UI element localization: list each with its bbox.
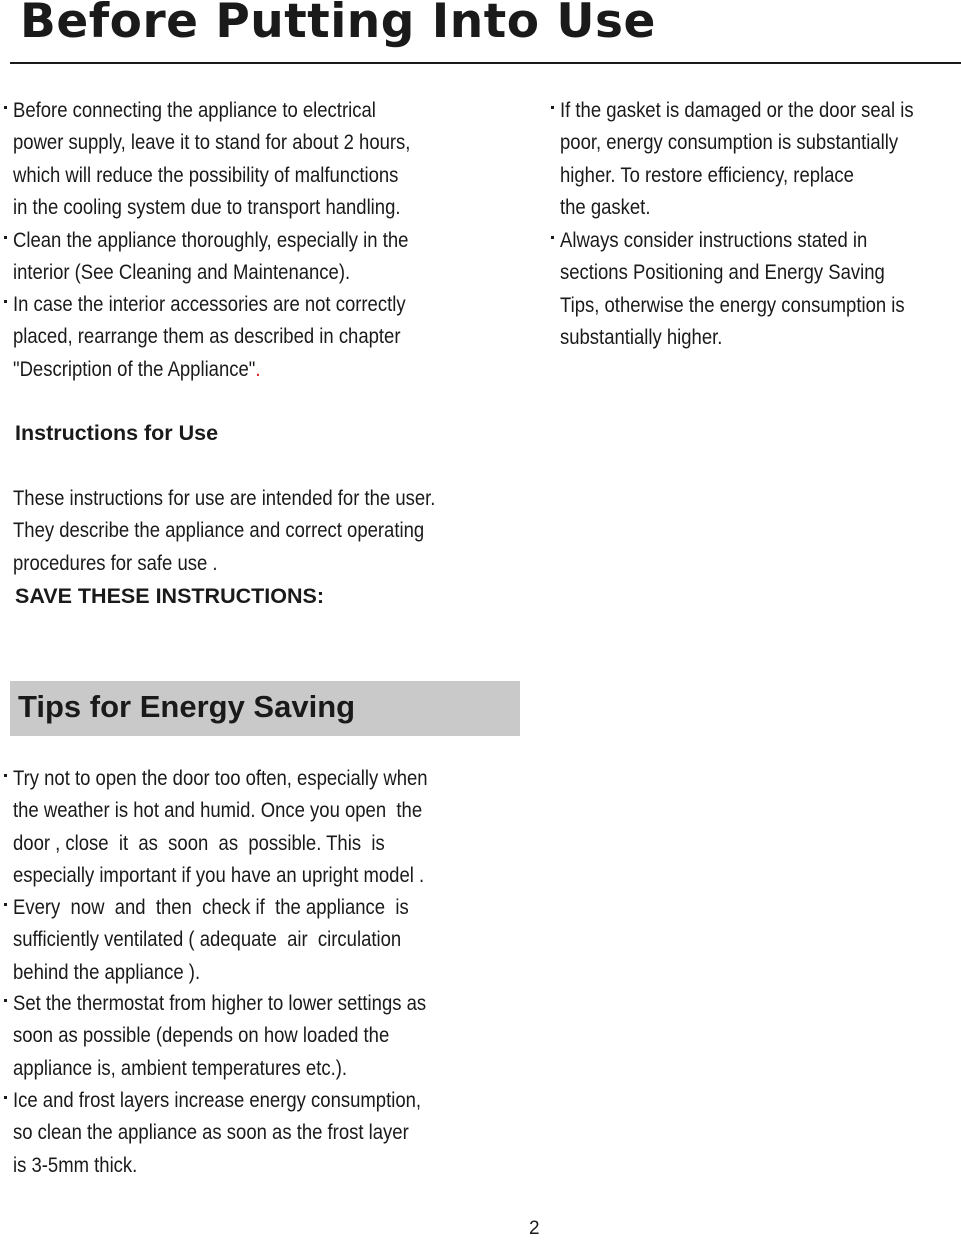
energy-tips-heading-band [10, 681, 520, 736]
text-line: If the gasket is damaged or the door seal is [560, 98, 914, 122]
text-line: which will reduce the possibility of malfunctions [13, 162, 399, 187]
text-line: sufficiently ventilated ( adequate air circulation [13, 927, 402, 952]
bullet-dot [551, 236, 554, 239]
text-line: placed, rearrange them as described in chapter [13, 324, 401, 349]
page-title: Before Putting Into Use [20, 0, 656, 49]
text-line: In case the interior accessories are not correctly [13, 292, 406, 316]
chapter-reference: "Description of the Appliance" [13, 356, 256, 381]
energy-tips-heading: Tips for Energy Saving [18, 689, 356, 724]
text-line: appliance is, ambient temperatures etc.). [13, 1055, 348, 1080]
text-line: in the cooling system due to transport handling. [13, 194, 401, 219]
bullet-dot [4, 999, 7, 1002]
text-line: Always consider instructions stated in [560, 228, 868, 252]
text-line: Tips, otherwise the energy consumption is [560, 292, 905, 317]
text-line: especially important if you have an upright model . [13, 862, 425, 887]
text-line: the weather is hot and humid. Once you open the [13, 798, 423, 823]
bullet-dot [4, 300, 7, 303]
bullet-dot [4, 1096, 7, 1099]
bullet-dot [4, 903, 7, 906]
red-period: . [255, 356, 261, 381]
instructions-heading: Instructions for Use [15, 421, 219, 445]
text-line: is 3-5mm thick. [13, 1152, 138, 1177]
text-line: higher. To restore efficiency, replace [560, 162, 854, 187]
text-line: interior (See Cleaning and Maintenance). [13, 260, 351, 285]
text-line: behind the appliance ). [13, 959, 201, 984]
text-line: so clean the appliance as soon as the frost layer [13, 1120, 409, 1145]
text-line: the gasket. [560, 194, 651, 219]
bullet-dot [4, 774, 7, 777]
text-line: power supply, leave it to stand for about 2 hours, [13, 130, 411, 155]
text-line: poor, energy consumption is substantially [560, 130, 899, 155]
title-divider [10, 62, 961, 64]
text-line: Try not to open the door too often, especially when [13, 766, 428, 790]
save-instructions-notice: SAVE THESE INSTRUCTIONS: [15, 584, 324, 608]
text-line: substantially higher. [560, 324, 723, 349]
bullet-dot [551, 106, 554, 109]
bullet-dot [4, 236, 7, 239]
text-line: They describe the appliance and correct operating [13, 518, 425, 543]
text-line: These instructions for use are intended for the user. [13, 486, 436, 510]
text-line: Ice and frost layers increase energy consumption, [13, 1088, 422, 1112]
text-line [13, 353, 406, 385]
page-number: 2 [529, 1218, 540, 1239]
text-line: Before connecting the appliance to electrical [13, 98, 376, 122]
text-line: Every now and then check if the appliance is [13, 895, 409, 919]
text-line: sections Positioning and Energy Saving [560, 260, 885, 285]
bullet-dot [4, 106, 7, 109]
text-line: door , close it as soon as possible. This is [13, 830, 385, 855]
text-line: Clean the appliance thoroughly, especially in the [13, 228, 409, 252]
text-line: procedures for safe use . [13, 550, 218, 575]
text-line: soon as possible (depends on how loaded the [13, 1023, 390, 1048]
instructions-paragraph [13, 482, 504, 579]
text-line: Set the thermostat from higher to lower settings as [13, 991, 427, 1015]
